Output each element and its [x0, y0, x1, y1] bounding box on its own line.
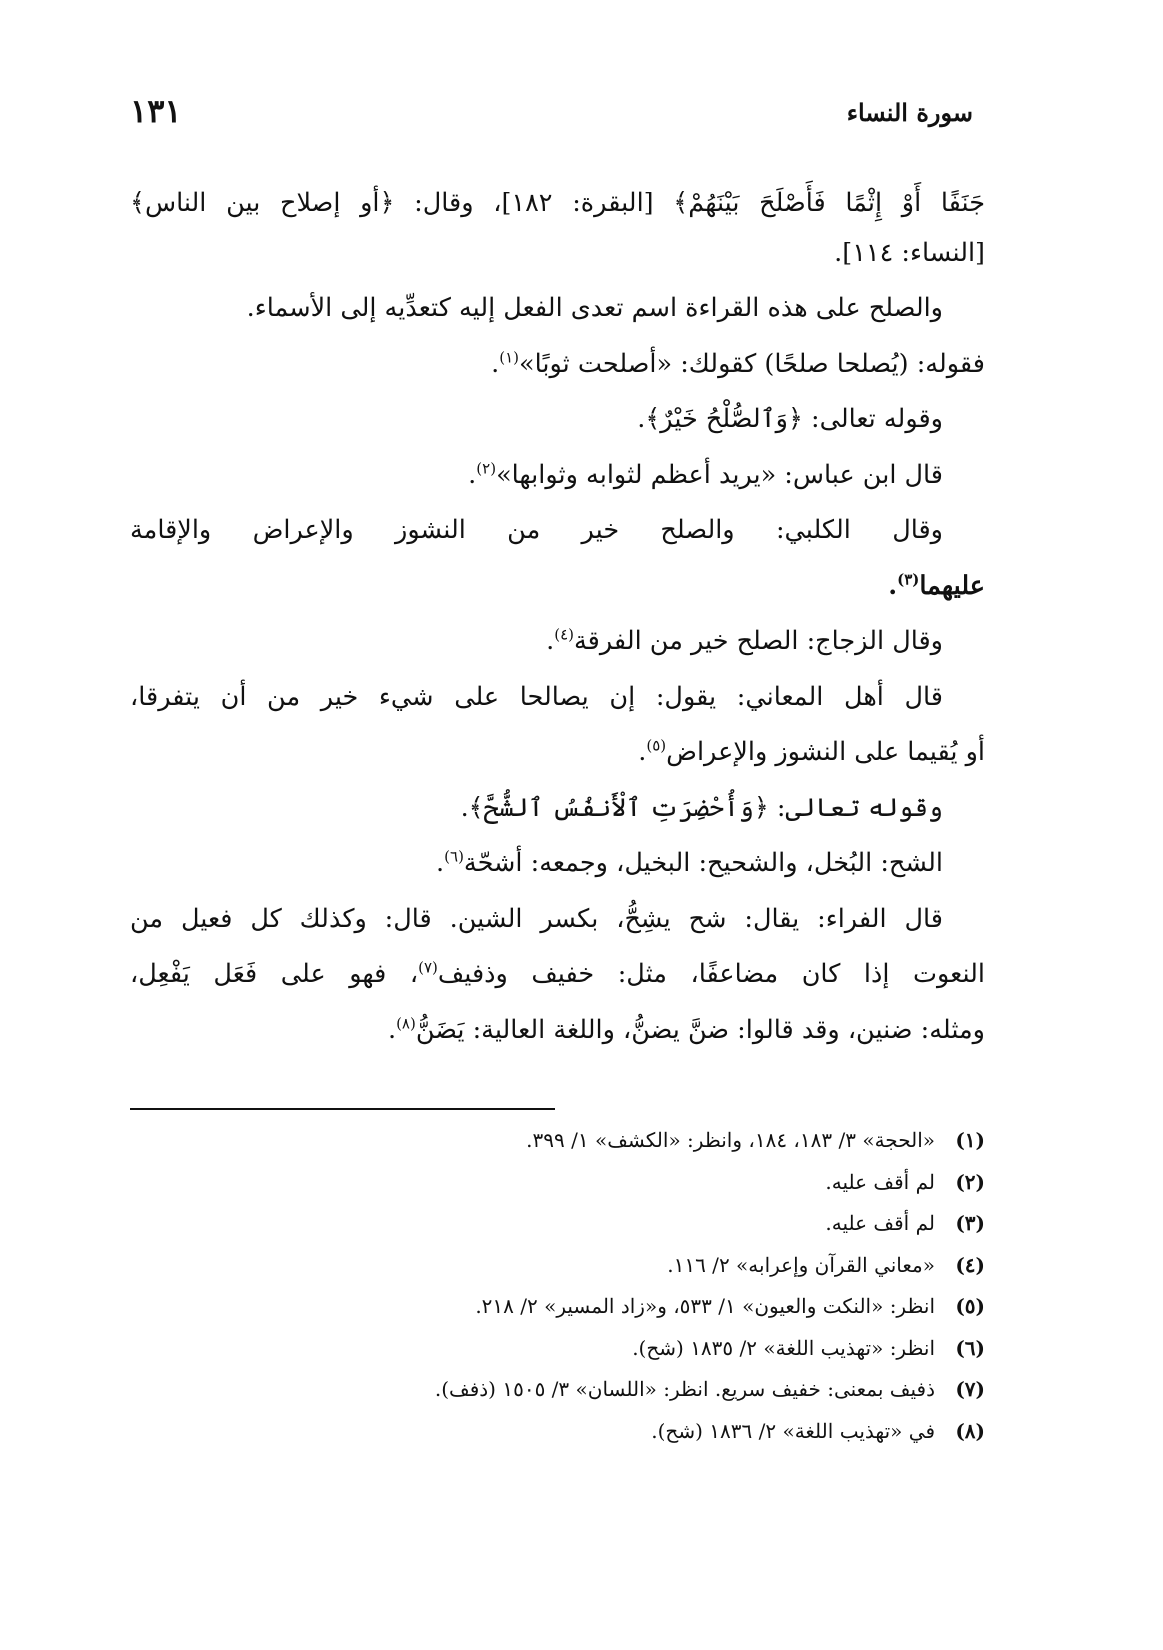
- footnote-ref[interactable]: (٢): [476, 459, 497, 477]
- footnote-text: «الحجة» ٣/ ١٨٣، ١٨٤، وانظر: «الكشف» ١/ ٣٩٩.: [526, 1128, 935, 1152]
- text-segment: فقوله: (يُصلحا صلحًا) كقولك: «أصلحت ثوبًا»: [518, 348, 985, 379]
- text-line: [130, 392, 985, 448]
- text-line: عليهما$^{(٣)}$.: [888, 570, 985, 601]
- footnote: [160, 1120, 985, 1162]
- footnote: [160, 1245, 985, 1287]
- footnote-text: انظر: «تهذيب اللغة» ٢/ ١٨٣٥ (شح).: [632, 1335, 935, 1360]
- footnote-number: (٨): [955, 1418, 985, 1443]
- quran-verse: وقوله تعالى: ﴿وَأُحْضِرَتِ ٱلْأَنفُسُ ٱلشُّحَّ﴾.: [460, 792, 943, 823]
- footnote-text: في «تهذيب اللغة» ٢/ ١٨٣٦ (شح).: [651, 1418, 935, 1443]
- footnote-number: (١): [955, 1128, 985, 1152]
- text-segment: قال الفراء: يقال: شح يشِحُّ، بكسر الشين. قال: وكذلك كل فعيل من: [130, 903, 943, 934]
- text-segment: ومثله: ضنين، وقد قالوا: ضنَّ يضنُّ، واللغة العالية: يَضَنُّ: [415, 1014, 985, 1045]
- footnote: [160, 1328, 985, 1370]
- text-line: [130, 226, 985, 282]
- footnote-number: (٣): [955, 1211, 985, 1235]
- text-line: [130, 947, 985, 1003]
- text-segment: جَنَفًا أَوْ إِثْمًا فَأَصْلَحَ بَيْنَهُمْ﴾ [البقرة: ١٨٢]، وقال: ﴿أو إصلاح بين الناس﴾: [130, 188, 985, 218]
- text-segment: عليهما: [919, 570, 985, 601]
- text-segment: وقال الزجاج: الصلح خير من الفرقة: [574, 626, 943, 656]
- footnote: [160, 1411, 985, 1453]
- text-line: ومثله: ضنين، وقد قالوا: ضنَّ يضنُّ، واللغة العالية: يَضَنُّ$^{(٨)}$.: [387, 1014, 985, 1045]
- footnotes: [160, 1120, 985, 1452]
- text-line: وقال الزجاج: الصلح خير من الفرقة$^{(٤)}$.: [546, 625, 943, 656]
- text-segment: [النساء: ١١٤].: [834, 237, 985, 268]
- footnote-number: (٥): [955, 1294, 985, 1318]
- text-segment: ، فهو على فَعَل يَفْعِل،: [130, 959, 419, 989]
- footnote-ref[interactable]: (٨): [396, 1014, 416, 1032]
- text-segment: قال أهل المعاني: يقول: إن يصالحا على شيء خير من أن يتفرقا،: [130, 681, 943, 712]
- text-segment: النعوت إذا كان مضاعفًا، مثل: خفيف وذفيف: [437, 959, 985, 989]
- text-segment: الشح: البُخل، والشحيح: البخيل، وجمعه: أشحّة: [463, 848, 943, 878]
- surah-title: سورة النساء: [846, 98, 973, 127]
- footnote: [160, 1369, 985, 1411]
- footnote-number: (٦): [955, 1335, 985, 1360]
- text-segment: قال ابن عباس: «يريد أعظم لثوابه وثوابها»: [496, 459, 943, 490]
- text-line: الشح: البُخل، والشحيح: البخيل، وجمعه: أشحّة$^{(٦)}$.: [436, 847, 943, 878]
- footnote-ref[interactable]: (٥): [646, 736, 667, 755]
- footnote-text: انظر: «النكت والعيون» ١/ ٥٣٣، و«زاد المسير» ٢/ ٢١٨.: [475, 1294, 935, 1318]
- footnote-number: (٢): [955, 1169, 985, 1194]
- footnote-ref[interactable]: (٣): [897, 570, 920, 588]
- footnote-divider: [130, 1108, 555, 1110]
- page-number: ١٣١: [130, 92, 182, 130]
- text-line: [130, 670, 985, 726]
- text-line: فقوله: (يُصلحا صلحًا) كقولك: «أصلحت ثوبًا»$^{(١)}$.: [491, 348, 985, 379]
- quran-verse: وقوله تعالى: ﴿وَٱلصُّلْحُ خَيْرٌ﴾.: [637, 404, 943, 434]
- text-line: [130, 176, 985, 232]
- text-segment: وقال الكلبي: والصلح خير من النشوز والإعراض والإقامة: [130, 515, 943, 545]
- text-line: قال ابن عباس: «يريد أعظم لثوابه وثوابها»$^{(٢)}$.: [468, 459, 943, 490]
- footnote-ref[interactable]: (٦): [444, 847, 464, 866]
- footnote-text: ذفيف بمعنى: خفيف سريع. انظر: «اللسان» ٣/ ١٥٠٥ (ذفف).: [434, 1377, 935, 1401]
- footnote-ref[interactable]: (٤): [554, 625, 574, 644]
- footnote: [160, 1203, 985, 1245]
- text-line: أو يُقيما على النشوز والإعراض$^{(٥)}$.: [638, 736, 985, 767]
- footnote-number: (٧): [955, 1377, 985, 1401]
- text-segment: والصلح على هذه القراءة اسم تعدى الفعل إليه كتعدِّيه إلى الأسماء.: [246, 293, 943, 323]
- footnote-text: لم أقف عليه.: [825, 1211, 935, 1235]
- footnote: [160, 1286, 985, 1328]
- text-line: [130, 503, 985, 559]
- page-header: [130, 92, 973, 142]
- text-line: [130, 281, 985, 337]
- footnote-ref[interactable]: (١): [499, 348, 519, 366]
- footnote-number: (٤): [955, 1252, 985, 1277]
- footnote: [160, 1162, 985, 1204]
- footnote-text: «معاني القرآن وإعرابه» ٢/ ١١٦.: [667, 1252, 935, 1277]
- text-segment: أو يُقيما على النشوز والإعراض: [666, 737, 985, 767]
- text-line: [130, 892, 985, 948]
- text-line: [130, 781, 985, 837]
- footnote-ref[interactable]: (٧): [418, 958, 438, 977]
- main-text: [130, 176, 985, 1058]
- footnote-text: لم أقف عليه.: [825, 1169, 935, 1194]
